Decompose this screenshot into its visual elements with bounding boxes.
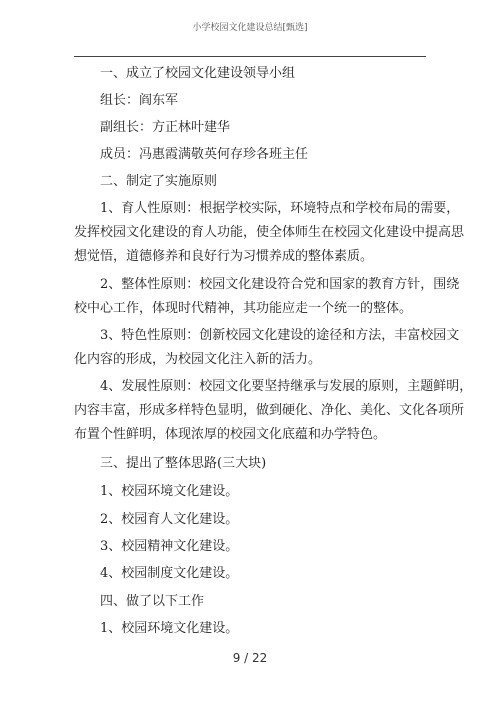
principle-1-line-2: 发挥校园文化建设的育人功能，使全体师生在校园文化建设中提高思 — [74, 225, 465, 240]
principle-1-line-1: 1、育人性原则：根据学校实际，环境特点和学校布局的需要， — [100, 201, 460, 216]
principle-1-line-3: 想觉悟，道德修养和良好行为习惯养成的整体素质。 — [74, 249, 374, 264]
approach-item-4: 4、校园制度文化建设。 — [100, 566, 239, 581]
principle-3-line-1: 3、特色性原则：创新校园文化建设的途径和方法，丰富校园文 — [100, 328, 460, 343]
principle-4-line-2: 内容丰富，形成多样特色显明，做到硬化、净化、美化、文化各项所 — [74, 403, 465, 418]
principle-4-line-1: 4、发展性原则：校园文化要坚持继承与发展的原则，主题鲜明， — [100, 379, 473, 394]
approach-item-3: 3、校园精神文化建设。 — [100, 539, 239, 554]
principle-3-line-2: 化内容的形成，为校园文化注入新的活力。 — [74, 352, 322, 367]
page-header: 小学校园文化建设总结[甄选] — [192, 23, 308, 33]
deputy-line: 副组长：方正林叶建华 — [100, 120, 231, 135]
members-line: 成员：冯惠霞满敬英何存珍各班主任 — [100, 147, 309, 162]
heading-1: 一、成立了校园文化建设领导小组 — [100, 66, 296, 81]
approach-item-2: 2、校园育人文化建设。 — [100, 512, 239, 527]
header-divider — [74, 56, 426, 57]
page-number: 9 / 22 — [232, 651, 268, 665]
principle-2-line-1: 2、整体性原则：校园文化建设符合党和国家的教育方针，围绕 — [100, 277, 460, 292]
leader-line: 组长：阎东军 — [100, 93, 179, 108]
heading-2: 二、制定了实施原则 — [100, 174, 218, 189]
heading-3: 三、提出了整体思路(三大块) — [100, 456, 267, 471]
principle-2-line-2: 校中心工作，体现时代精神，其功能应走一个统一的整体。 — [74, 301, 413, 316]
work-item-1: 1、校园环境文化建设。 — [100, 621, 239, 636]
heading-4: 四、做了以下工作 — [100, 594, 205, 609]
principle-4-line-3: 布置个性鲜明，体现浓厚的校园文化底蕴和办学特色。 — [74, 427, 387, 442]
approach-item-1: 1、校园环境文化建设。 — [100, 484, 239, 499]
